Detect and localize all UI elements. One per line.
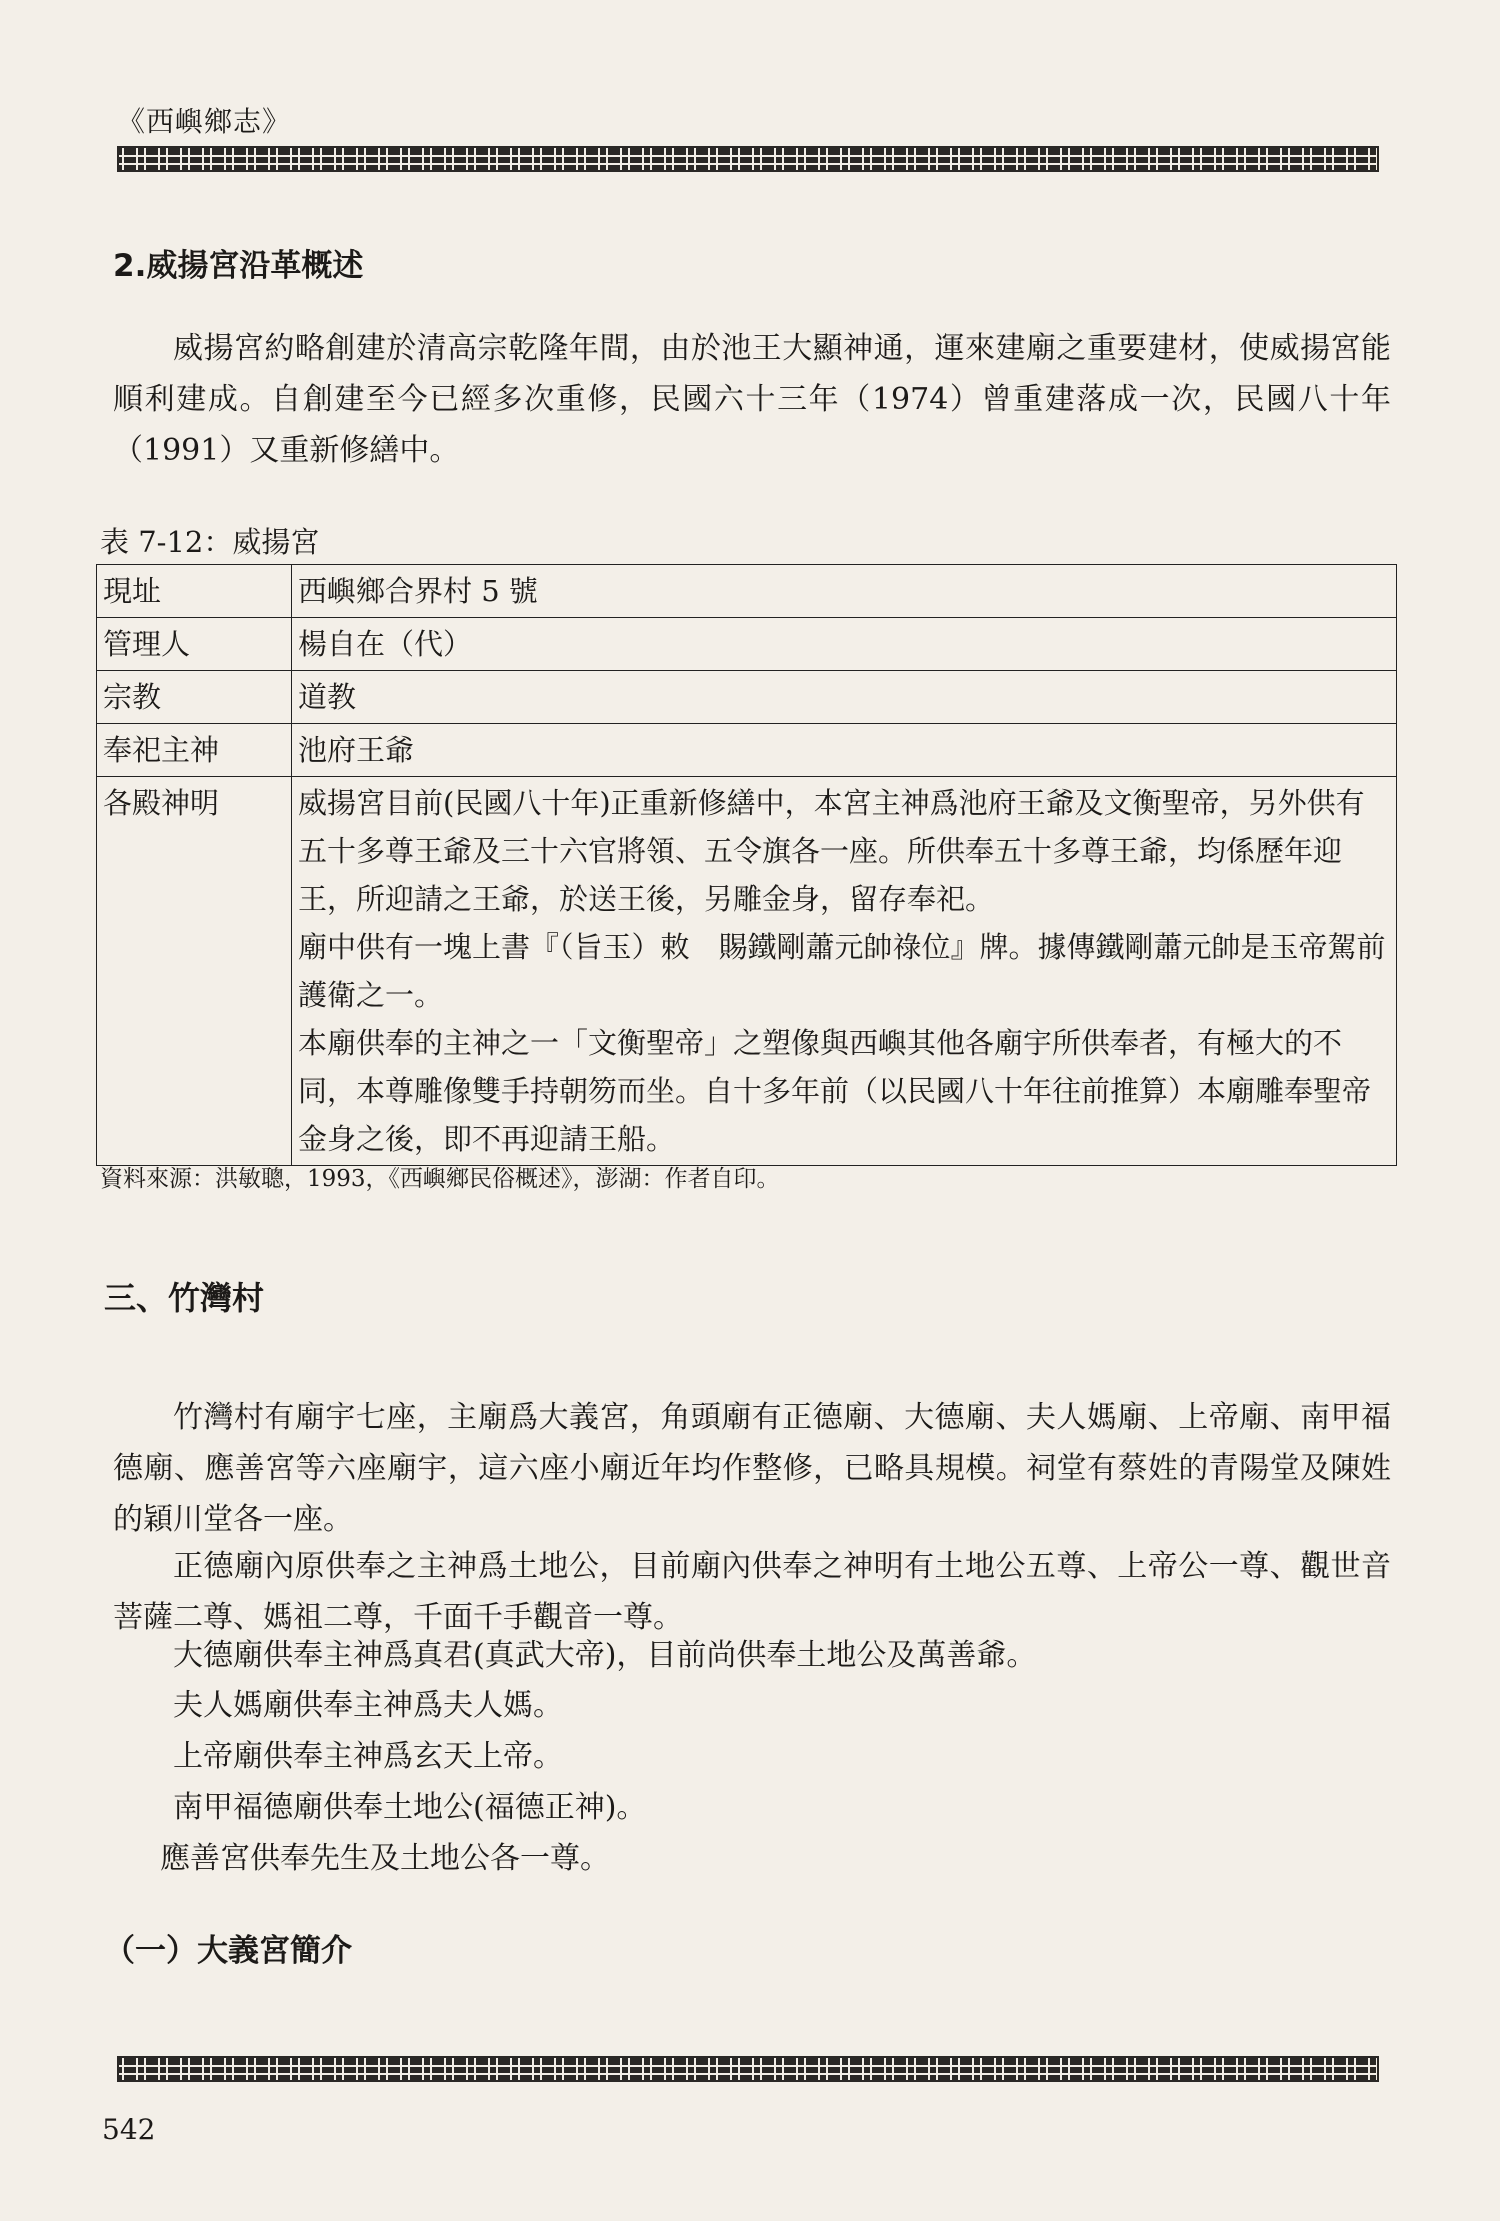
row-label: 宗教 [97,671,292,724]
temple-line: 夫人媽廟供奉主神爲夫人媽。 [173,1688,563,1723]
table-row [97,618,1397,671]
weiyang-info-table [96,564,1397,1166]
table-row [97,671,1397,724]
decorative-border-bottom [117,2056,1379,2082]
row-label: 各殿神明 [97,777,292,1166]
page-number: 542 [102,2113,156,2146]
table-caption: 表 7-12：威揚宮 [100,525,320,559]
temple-line: 應善宮供奉先生及土地公各一尊。 [160,1841,610,1876]
weiyang-history-paragraph: 威揚宮約略創建於清高宗乾隆年間，由於池王大顯神通，運來建廟之重要建材，使威揚宮能順利建成。自創建至今已經多次重修，民國六十三年（1974）曾重建落成一次，民國八十年（1991）又重新修繕中。 [113,331,1391,468]
section-heading-dayi: （一）大義宮簡介 [104,1933,352,1969]
book-title: 《西嶼鄉志》 [117,105,292,138]
table-row [97,724,1397,777]
decorative-border-top [117,146,1379,172]
row-value: 西嶼鄉合界村 5 號 [292,565,1397,618]
table-source: 資料來源：洪敏聰，1993，《西嶼鄉民俗概述》，澎湖：作者自印。 [100,1166,780,1192]
row-label: 現址 [97,565,292,618]
section-heading-weiyang: 2.威揚宮沿革概述 [113,248,364,284]
zhengde-paragraph: 正德廟內原供奉之主神爲土地公，目前廟內供奉之神明有土地公五尊、上帝公一尊、觀世音菩薩二尊、媽祖二尊，千面千手觀音一尊。 [113,1549,1391,1635]
table-row [97,565,1397,618]
row-value: 道教 [292,671,1397,724]
row-label: 奉祀主神 [97,724,292,777]
zhuwan-paragraph: 竹灣村有廟宇七座，主廟爲大義宮，角頭廟有正德廟、大德廟、夫人媽廟、上帝廟、南甲福德廟、應善宮等六座廟宇，這六座小廟近年均作整修，已略具規模。祠堂有蔡姓的青陽堂及陳姓的穎川堂各一座。 [113,1400,1391,1537]
deities-paragraph: 威揚宮目前(民國八十年)正重新修繕中，本宮主神爲池府王爺及文衡聖帝，另外供有五十多尊王爺及三十六官將領、五令旗各一座。所供奉五十多尊王爺，均係歷年迎王，所迎請之王爺，於送王後，另雕金身，留存奉祀。 [298,786,1365,916]
temple-line: 大德廟供奉主神爲真君(真武大帝)，目前尚供奉土地公及萬善爺。 [173,1638,1037,1673]
deities-paragraph: 本廟供奉的主神之一「文衡聖帝」之塑像與西嶼其他各廟宇所供奉者，有極大的不同，本尊雕像雙手持朝笏而坐。自十多年前（以民國八十年往前推算）本廟雕奉聖帝金身之後，即不再迎請王船。 [298,1026,1372,1156]
row-value: 楊自在（代） [292,618,1397,671]
row-value: 池府王爺 [292,724,1397,777]
section-heading-zhuwan: 三、竹灣村 [104,1279,265,1317]
deities-paragraph: 廟中供有一塊上書『（旨玉）敕 賜鐵剛蕭元帥祿位』牌。據傳鐵剛蕭元帥是玉帝駕前護衛之一。 [298,930,1386,1012]
table-row [97,777,1397,1166]
row-label: 管理人 [97,618,292,671]
temple-line: 南甲福德廟供奉土地公(福德正神)。 [173,1790,647,1825]
temple-line: 上帝廟供奉主神爲玄天上帝。 [173,1739,563,1774]
row-value [292,777,1397,1166]
